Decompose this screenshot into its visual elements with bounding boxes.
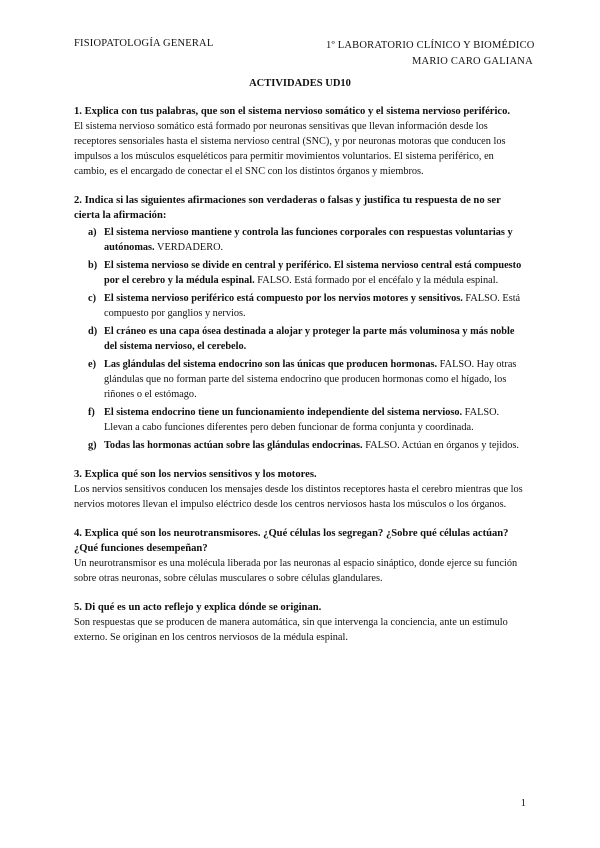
question-1: 1. Explica con tus palabras, que son el sistema nervioso somático y el sistema nervioso periférico. xyxy=(74,106,511,117)
statement-answer: FALSO. Actúan en órganos y tejidos. xyxy=(362,440,519,451)
statement-list xyxy=(74,225,526,453)
header-course: 1º LABORATORIO CLÍNICO Y BIOMÉDICO xyxy=(326,40,535,51)
statement-marker: f) xyxy=(88,407,95,418)
question-5: 5. Di qué es un acto reflejo y explica dónde se originan. xyxy=(74,602,322,613)
statement-item xyxy=(74,324,526,354)
header-subject: FISIOPATOLOGÍA GENERAL xyxy=(74,38,214,49)
statement-answer: FALSO. Está formado por el encéfalo y la médula espinal. xyxy=(254,275,499,286)
header-course-info xyxy=(326,38,535,70)
header-author: MARIO CARO GALIANA xyxy=(412,56,533,67)
page-number: 1 xyxy=(520,798,526,809)
statement-answer: FALSO. Llevan a cabo funciones diferentes pero deben funcionar de forma conjunta y coordinada. xyxy=(104,407,500,433)
statement-text: El sistema nervioso se divide en central y periférico. El sistema nervioso central está compuesto por el cerebro y la médula espinal. xyxy=(104,260,522,286)
statement-item xyxy=(74,291,526,321)
answer-3: Los nervios sensitivos conducen los mensajes desde los distintos receptores hasta el cerebro mientras que los nervios motores llevan el impulso eléctrico desde los centros nerviosos hasta los músculos o los órganos. xyxy=(74,484,523,510)
statement-text: El sistema nervioso mantiene y controla las funciones corporales con respuestas voluntarias y autónomas. xyxy=(104,227,513,253)
statement-marker: e) xyxy=(88,359,96,370)
answer-1: El sistema nervioso somático está formado por neuronas sensitivas que llevan información desde los receptores sensoriales hasta el sistema nervioso central (SNC), y por neuronas motoras que conducen los impulsos a los músculos esqueléticos para permitir movimientos voluntarios. El sistema periférico, en cambio, es el encargado de conectar el el SNC con los distintos órganos y miembros. xyxy=(74,121,506,177)
statement-marker: b) xyxy=(88,260,98,271)
statement-answer: FALSO. Hay otras glándulas que no forman parte del sistema endocrino que producen hormonas como el hígado, los riñones o el estómago. xyxy=(104,359,517,400)
statement-marker: d) xyxy=(88,326,98,337)
statement-item xyxy=(74,357,526,402)
question-4: 4. Explica qué son los neurotransmisores. ¿Qué células los segregan? ¿Sobre qué células actúan? ¿Qué funciones desempeñan? xyxy=(74,528,509,554)
statement-text: El cráneo es una capa ósea destinada a alojar y proteger la parte más voluminosa y más noble del sistema nervioso, el cerebelo. xyxy=(104,326,515,352)
statement-item xyxy=(74,225,526,255)
statement-text: Todas las hormonas actúan sobre las glándulas endocrinas. xyxy=(104,440,363,451)
question-3: 3. Explica qué son los nervios sensitivos y los motores. xyxy=(74,469,317,480)
question-2: 2. Indica si las siguientes afirmaciones son verdaderas o falsas y justifica tu respuesta de no ser cierta la afirmación: xyxy=(74,195,501,221)
answer-5: Son respuestas que se producen de manera automática, sin que intervenga la conciencia, ante un estímulo externo. Se originan en los centros nerviosos de la médula espinal. xyxy=(74,617,508,643)
document-body xyxy=(74,100,526,645)
statement-marker: g) xyxy=(88,440,97,451)
statement-marker: a) xyxy=(88,227,97,238)
statement-marker: c) xyxy=(88,293,96,304)
statement-item xyxy=(74,438,526,453)
statement-text: Las glándulas del sistema endocrino son las únicas que producen hormonas. xyxy=(104,359,438,370)
statement-item xyxy=(74,258,526,288)
statement-answer: FALSO. Está compuesto por ganglios y nervios. xyxy=(104,293,521,319)
statement-answer: VERDADERO. xyxy=(154,242,224,253)
document-title: ACTIVIDADES UD10 xyxy=(249,78,351,89)
statement-text: El sistema nervioso periférico está compuesto por los nervios motores y sensitivos. xyxy=(104,293,463,304)
answer-4: Un neurotransmisor es una molécula liberada por las neuronas al espacio sináptico, donde ejerce su función sobre otras neuronas, sobre células musculares o sobre células glandulares. xyxy=(74,558,518,584)
statement-item xyxy=(74,405,526,435)
statement-text: El sistema endocrino tiene un funcionamiento independiente del sistema nervioso. xyxy=(104,407,463,418)
